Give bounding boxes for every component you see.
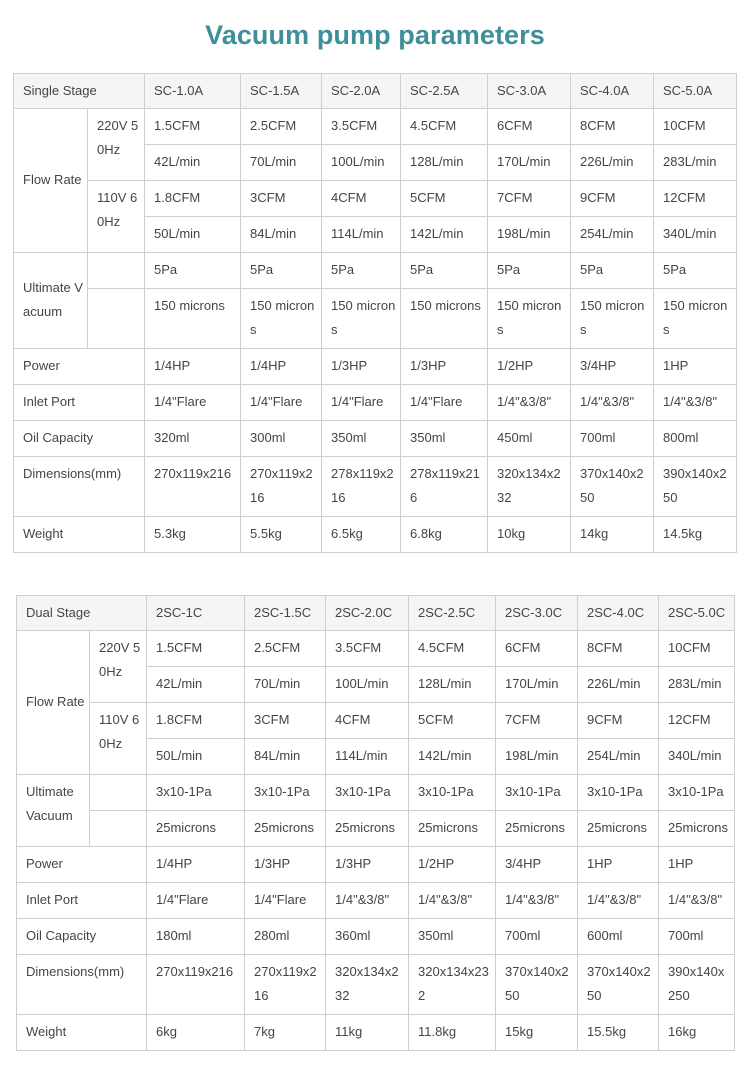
flow-lmin-110-cell: 142L/min: [409, 739, 496, 775]
flow-cfm-220-cell: 4.5CFM: [409, 631, 496, 667]
inlet-port-cell: 1/4"&3/8": [654, 385, 737, 421]
dual-stage-table: [16, 595, 735, 1051]
vacuum-microns-cell: 150 microns: [571, 289, 654, 349]
dimensions-cell: 320x134x232: [409, 955, 496, 1015]
flow-lmin-220-cell: 42L/min: [145, 145, 241, 181]
model-header: 2SC-1C: [147, 596, 245, 631]
model-header: SC-2.5A: [401, 74, 488, 109]
dimensions-cell: 270x119x216: [145, 457, 241, 517]
model-header: SC-1.5A: [241, 74, 322, 109]
inlet-port-cell: 1/4"&3/8": [571, 385, 654, 421]
flow-lmin-220-cell: 226L/min: [571, 145, 654, 181]
flow-lmin-220-cell: 283L/min: [654, 145, 737, 181]
dimensions-cell: 370x140x250: [578, 955, 659, 1015]
oil-capacity-cell: 350ml: [322, 421, 401, 457]
inlet-port-cell: 1/4"&3/8": [659, 883, 735, 919]
dimensions-cell: 320x134x232: [488, 457, 571, 517]
table-row: [17, 703, 735, 739]
power-cell: 1/2HP: [488, 349, 571, 385]
inlet-port-cell: 1/4"Flare: [147, 883, 245, 919]
vacuum-pa-cell: 3x10-1Pa: [147, 775, 245, 811]
weight-cell: 15.5kg: [578, 1015, 659, 1051]
flow-lmin-220-cell: 170L/min: [496, 667, 578, 703]
table-row: [17, 775, 735, 811]
model-header: 2SC-4.0C: [578, 596, 659, 631]
flow-cfm-110-cell: 9CFM: [571, 181, 654, 217]
flow-lmin-110-cell: 254L/min: [571, 217, 654, 253]
flow-cfm-110-cell: 5CFM: [409, 703, 496, 739]
vacuum-microns-cell: 150 microns: [145, 289, 241, 349]
flow-cfm-110-cell: 9CFM: [578, 703, 659, 739]
weight-label: Weight: [14, 517, 145, 553]
power-cell: 1/4HP: [147, 847, 245, 883]
inlet-port-cell: 1/4"&3/8": [488, 385, 571, 421]
power-cell: 1/3HP: [322, 349, 401, 385]
table-row: [14, 109, 737, 145]
power-cell: 1/3HP: [245, 847, 326, 883]
vacuum-microns-cell: 25microns: [326, 811, 409, 847]
power-cell: 3/4HP: [571, 349, 654, 385]
flow-cfm-220-cell: 10CFM: [659, 631, 735, 667]
flow-lmin-110-cell: 50L/min: [147, 739, 245, 775]
vacuum-pa-cell: 5Pa: [654, 253, 737, 289]
model-header: SC-1.0A: [145, 74, 241, 109]
dimensions-cell: 390x140x250: [659, 955, 735, 1015]
vacuum-microns-cell: 150 microns: [488, 289, 571, 349]
flow-cfm-220-cell: 6CFM: [496, 631, 578, 667]
flow-cfm-110-cell: 7CFM: [496, 703, 578, 739]
table-row: [17, 955, 735, 1015]
ultimate-vacuum-label: Ultimate Vacuum: [17, 775, 90, 847]
ultimate-vacuum-label: Ultimate Vacuum: [14, 253, 88, 349]
weight-cell: 15kg: [496, 1015, 578, 1051]
model-header: 2SC-5.0C: [659, 596, 735, 631]
oil-capacity-label: Oil Capacity: [17, 919, 147, 955]
flow-lmin-110-cell: 142L/min: [401, 217, 488, 253]
inlet-port-cell: 1/4"Flare: [401, 385, 488, 421]
flow-cfm-220-cell: 10CFM: [654, 109, 737, 145]
flow-cfm-110-cell: 4CFM: [322, 181, 401, 217]
vacuum-pa-cell: 3x10-1Pa: [496, 775, 578, 811]
flow-cfm-220-cell: 6CFM: [488, 109, 571, 145]
flow-lmin-110-cell: 254L/min: [578, 739, 659, 775]
table-row: [17, 883, 735, 919]
oil-capacity-cell: 180ml: [147, 919, 245, 955]
flow-lmin-220-cell: 128L/min: [409, 667, 496, 703]
table-row: [14, 517, 737, 553]
vacuum-pa-cell: 5Pa: [145, 253, 241, 289]
flow-cfm-220-cell: 2.5CFM: [245, 631, 326, 667]
oil-capacity-cell: 800ml: [654, 421, 737, 457]
table-row: [14, 289, 737, 349]
weight-cell: 16kg: [659, 1015, 735, 1051]
vacuum-microns-cell: 150 microns: [654, 289, 737, 349]
flow-cfm-110-cell: 4CFM: [326, 703, 409, 739]
oil-capacity-label: Oil Capacity: [14, 421, 145, 457]
flow-cfm-220-cell: 2.5CFM: [241, 109, 322, 145]
weight-cell: 5.3kg: [145, 517, 241, 553]
weight-cell: 11kg: [326, 1015, 409, 1051]
oil-capacity-cell: 450ml: [488, 421, 571, 457]
inlet-port-label: Inlet Port: [14, 385, 145, 421]
power-cell: 1/3HP: [401, 349, 488, 385]
model-header: 2SC-1.5C: [245, 596, 326, 631]
weight-cell: 14.5kg: [654, 517, 737, 553]
table-row: [14, 421, 737, 457]
inlet-port-cell: 1/4"&3/8": [496, 883, 578, 919]
table-row: [14, 253, 737, 289]
vacuum-pa-cell: 3x10-1Pa: [326, 775, 409, 811]
model-header: SC-5.0A: [654, 74, 737, 109]
stage-header: Single Stage: [14, 74, 145, 109]
flow-lmin-110-cell: 340L/min: [654, 217, 737, 253]
flow-lmin-220-cell: 283L/min: [659, 667, 735, 703]
vacuum-microns-cell: 25microns: [147, 811, 245, 847]
oil-capacity-cell: 350ml: [401, 421, 488, 457]
weight-cell: 10kg: [488, 517, 571, 553]
table-row: [14, 457, 737, 517]
blank-cell: [88, 289, 145, 349]
vacuum-microns-cell: 25microns: [659, 811, 735, 847]
vacuum-pa-cell: 5Pa: [322, 253, 401, 289]
weight-cell: 6.8kg: [401, 517, 488, 553]
stage-header: Dual Stage: [17, 596, 147, 631]
flow-rate-label: Flow Rate: [14, 109, 88, 253]
flow-lmin-110-cell: 198L/min: [488, 217, 571, 253]
flow-cfm-220-cell: 3.5CFM: [322, 109, 401, 145]
inlet-port-cell: 1/4"Flare: [241, 385, 322, 421]
voltage-220-label: 220V 50Hz: [88, 109, 145, 181]
flow-lmin-110-cell: 50L/min: [145, 217, 241, 253]
vacuum-microns-cell: 25microns: [245, 811, 326, 847]
vacuum-pa-cell: 5Pa: [571, 253, 654, 289]
vacuum-microns-cell: 150 microns: [401, 289, 488, 349]
flow-cfm-220-cell: 4.5CFM: [401, 109, 488, 145]
inlet-port-cell: 1/4"Flare: [145, 385, 241, 421]
flow-cfm-110-cell: 1.8CFM: [145, 181, 241, 217]
power-cell: 1HP: [654, 349, 737, 385]
inlet-port-cell: 1/4"Flare: [322, 385, 401, 421]
dimensions-label: Dimensions(mm): [17, 955, 147, 1015]
vacuum-pa-cell: 3x10-1Pa: [409, 775, 496, 811]
flow-cfm-110-cell: 1.8CFM: [147, 703, 245, 739]
vacuum-pa-cell: 3x10-1Pa: [659, 775, 735, 811]
model-header: 2SC-3.0C: [496, 596, 578, 631]
dimensions-cell: 320x134x232: [326, 955, 409, 1015]
flow-cfm-220-cell: 1.5CFM: [145, 109, 241, 145]
vacuum-pa-cell: 3x10-1Pa: [578, 775, 659, 811]
flow-lmin-220-cell: 70L/min: [245, 667, 326, 703]
voltage-110-label: 110V 60Hz: [88, 181, 145, 253]
table-row: [17, 847, 735, 883]
flow-lmin-110-cell: 84L/min: [245, 739, 326, 775]
flow-lmin-220-cell: 100L/min: [322, 145, 401, 181]
table-row: [17, 1015, 735, 1051]
flow-cfm-220-cell: 3.5CFM: [326, 631, 409, 667]
weight-label: Weight: [17, 1015, 147, 1051]
inlet-port-cell: 1/4"Flare: [245, 883, 326, 919]
flow-lmin-220-cell: 226L/min: [578, 667, 659, 703]
flow-lmin-110-cell: 114L/min: [322, 217, 401, 253]
vacuum-microns-cell: 25microns: [578, 811, 659, 847]
inlet-port-cell: 1/4"&3/8": [326, 883, 409, 919]
oil-capacity-cell: 700ml: [571, 421, 654, 457]
power-cell: 1HP: [659, 847, 735, 883]
oil-capacity-cell: 700ml: [496, 919, 578, 955]
model-header: 2SC-2.5C: [409, 596, 496, 631]
blank-cell: [90, 775, 147, 811]
flow-lmin-110-cell: 198L/min: [496, 739, 578, 775]
flow-cfm-220-cell: 8CFM: [578, 631, 659, 667]
flow-cfm-110-cell: 7CFM: [488, 181, 571, 217]
model-header: 2SC-2.0C: [326, 596, 409, 631]
dimensions-label: Dimensions(mm): [14, 457, 145, 517]
oil-capacity-cell: 700ml: [659, 919, 735, 955]
voltage-110-label: 110V 60Hz: [90, 703, 147, 775]
table-row: [17, 811, 735, 847]
oil-capacity-cell: 300ml: [241, 421, 322, 457]
flow-cfm-220-cell: 8CFM: [571, 109, 654, 145]
dimensions-cell: 370x140x250: [571, 457, 654, 517]
table-row: [17, 919, 735, 955]
flow-cfm-220-cell: 1.5CFM: [147, 631, 245, 667]
weight-cell: 14kg: [571, 517, 654, 553]
power-cell: 1/2HP: [409, 847, 496, 883]
table-row: [17, 631, 735, 667]
oil-capacity-cell: 320ml: [145, 421, 241, 457]
flow-lmin-220-cell: 128L/min: [401, 145, 488, 181]
flow-lmin-110-cell: 84L/min: [241, 217, 322, 253]
model-header: SC-3.0A: [488, 74, 571, 109]
power-cell: 1HP: [578, 847, 659, 883]
inlet-port-label: Inlet Port: [17, 883, 147, 919]
blank-cell: [88, 253, 145, 289]
dimensions-cell: 390x140x250: [654, 457, 737, 517]
dimensions-cell: 278x119x216: [322, 457, 401, 517]
weight-cell: 6.5kg: [322, 517, 401, 553]
flow-cfm-110-cell: 5CFM: [401, 181, 488, 217]
oil-capacity-cell: 600ml: [578, 919, 659, 955]
flow-lmin-110-cell: 114L/min: [326, 739, 409, 775]
flow-cfm-110-cell: 12CFM: [659, 703, 735, 739]
weight-cell: 7kg: [245, 1015, 326, 1051]
power-cell: 1/4HP: [241, 349, 322, 385]
weight-cell: 11.8kg: [409, 1015, 496, 1051]
oil-capacity-cell: 350ml: [409, 919, 496, 955]
weight-cell: 6kg: [147, 1015, 245, 1051]
power-cell: 1/3HP: [326, 847, 409, 883]
model-header: SC-2.0A: [322, 74, 401, 109]
flow-rate-label: Flow Rate: [17, 631, 90, 775]
table-row: [14, 74, 737, 109]
power-label: Power: [14, 349, 145, 385]
vacuum-pa-cell: 5Pa: [488, 253, 571, 289]
vacuum-microns-cell: 25microns: [409, 811, 496, 847]
single-stage-table: [13, 73, 737, 553]
table-row: [14, 385, 737, 421]
dimensions-cell: 270x119x216: [241, 457, 322, 517]
page-title: Vacuum pump parameters: [205, 20, 545, 50]
dimensions-cell: 278x119x216: [401, 457, 488, 517]
flow-cfm-110-cell: 12CFM: [654, 181, 737, 217]
table-row: [17, 596, 735, 631]
vacuum-pa-cell: 5Pa: [241, 253, 322, 289]
blank-cell: [90, 811, 147, 847]
flow-lmin-220-cell: 170L/min: [488, 145, 571, 181]
vacuum-microns-cell: 150 microns: [322, 289, 401, 349]
flow-cfm-110-cell: 3CFM: [241, 181, 322, 217]
power-cell: 3/4HP: [496, 847, 578, 883]
power-cell: 1/4HP: [145, 349, 241, 385]
inlet-port-cell: 1/4"&3/8": [578, 883, 659, 919]
flow-lmin-220-cell: 42L/min: [147, 667, 245, 703]
dimensions-cell: 270x119x216: [245, 955, 326, 1015]
vacuum-pa-cell: 3x10-1Pa: [245, 775, 326, 811]
voltage-220-label: 220V 50Hz: [90, 631, 147, 703]
weight-cell: 5.5kg: [241, 517, 322, 553]
vacuum-microns-cell: 150 microns: [241, 289, 322, 349]
model-header: SC-4.0A: [571, 74, 654, 109]
flow-lmin-220-cell: 70L/min: [241, 145, 322, 181]
vacuum-pa-cell: 5Pa: [401, 253, 488, 289]
table-row: [14, 349, 737, 385]
flow-lmin-110-cell: 340L/min: [659, 739, 735, 775]
dimensions-cell: 370x140x250: [496, 955, 578, 1015]
table-row: [14, 181, 737, 217]
flow-lmin-220-cell: 100L/min: [326, 667, 409, 703]
dimensions-cell: 270x119x216: [147, 955, 245, 1015]
oil-capacity-cell: 280ml: [245, 919, 326, 955]
oil-capacity-cell: 360ml: [326, 919, 409, 955]
flow-cfm-110-cell: 3CFM: [245, 703, 326, 739]
power-label: Power: [17, 847, 147, 883]
inlet-port-cell: 1/4"&3/8": [409, 883, 496, 919]
vacuum-microns-cell: 25microns: [496, 811, 578, 847]
